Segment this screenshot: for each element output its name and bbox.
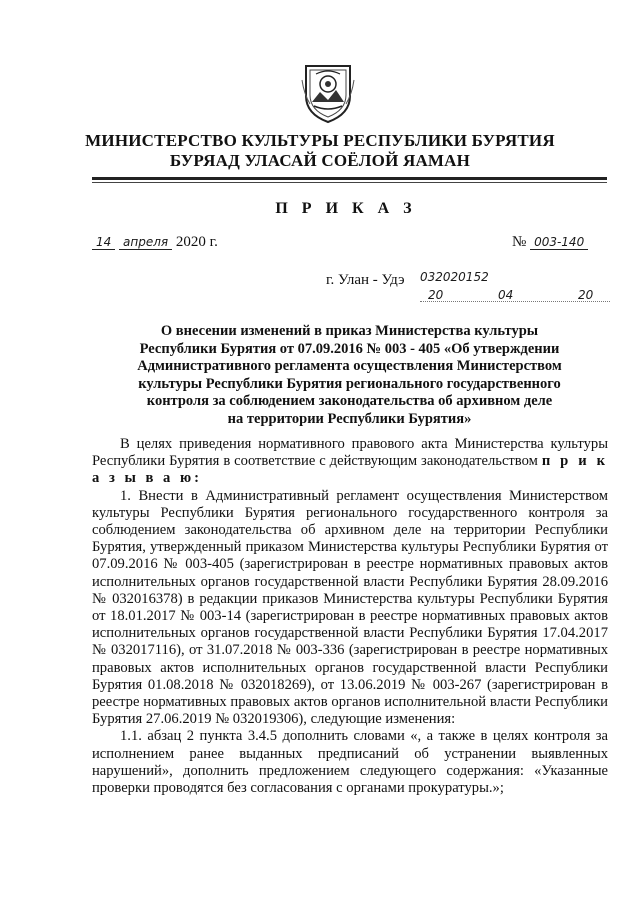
subject-line: культуры Республики Бурятия регионального государственного [138, 375, 561, 392]
order-date-year: 2020 г. [175, 234, 218, 250]
registration-stamp [420, 270, 610, 306]
order-date-day: 14 [92, 235, 115, 250]
stamp-underline [420, 301, 610, 302]
order-number-prefix: № [512, 234, 527, 250]
ministry-name-russian: МИНИСТЕРСТВО КУЛЬТУРЫ РЕСПУБЛИКИ БУРЯТИЯ [85, 131, 555, 150]
subject-line: на территории Республики Бурятия» [227, 410, 472, 427]
preamble-paragraph [92, 436, 608, 488]
order-subject [92, 323, 607, 429]
stamp-reg-number: 032020152 [420, 270, 489, 284]
order-number-value: 003-140 [530, 235, 588, 250]
subject-line: Республики Бурятия от 07.09.2016 № 003 - 405 «Об утверждении [139, 340, 560, 357]
stamp-year: 20 [578, 288, 594, 302]
preamble-command: п р и к а з ы в а ю: [92, 453, 608, 487]
item-1-paragraph: 1. Внести в Административный регламент осуществления Министерством культуры Республики Бурятия регионального государственного контроля за соблюдением законодательства об архивном деле на территории Республики Бурятия, утвержденный приказом Министерства культуры Республики Бурятия от 07.09.2016 № 003-405 (зарегистрирован в реестре нормативных правовых актов исполнительных органов государственной власти Республики Бурятия 28.09.2016 № 032016378) в редакции приказов Министерства культуры Республики Бурятия от 18.01.2017 № 003-14 (зарегистрирован в реестре нормативных правовых актов исполнительных органов государственной власти Республики Бурятия 17.04.2017 № 032017116), от 31.07.2018 № 003-336 (зарегистрирован в реестре нормативных правовых актов исполнительных органов государственной власти Республики Бурятия 01.08.2018 № 032018269), от 13.06.2019 № 003-267 (зарегистрирован в реестре нормативных правовых актов органов исполнительной власти Республики Бурятия 27.06.2019 № 032019306), следующие изменения: [92, 487, 608, 728]
header-divider-thin [92, 182, 607, 183]
order-title [0, 200, 640, 218]
subject-line: контроля за соблюдением законодательства об архивном деле [146, 393, 553, 410]
subject-line: О внесении изменений в приказ Министерства культуры [160, 323, 539, 339]
stamp-month: 04 [498, 288, 514, 302]
preamble-text: В целях приведения нормативного правового акта Министерства культуры Республики Бурятия в соответствие с действующим законодательством [92, 436, 608, 470]
coat-of-arms-emblem [298, 60, 358, 124]
header-divider-thick [92, 177, 607, 180]
order-date [92, 234, 218, 251]
order-number [512, 234, 588, 251]
stamp-day: 20 [428, 288, 444, 302]
order-body [92, 436, 608, 797]
order-date-month: апреля [119, 235, 172, 250]
subject-line: Административного регламента осуществления Министерством [137, 358, 562, 375]
order-title-text: П Р И К А З [275, 200, 417, 217]
ministry-name-buryat: БУРЯАД УЛАСАЙ СОЁЛОЙ ЯАМАН [169, 151, 471, 170]
item-1-1-paragraph: 1.1. абзац 2 пункта 3.4.5 дополнить словами «, а также в целях контроля за исполнением ранее выданных предписаний об устранении выявленных нарушений», дополнить предложением следующего содержания: «Указанные проверки проводятся без согласования с органами прокуратуры.»; [92, 728, 608, 797]
order-city: г. Улан - Удэ [326, 272, 405, 288]
